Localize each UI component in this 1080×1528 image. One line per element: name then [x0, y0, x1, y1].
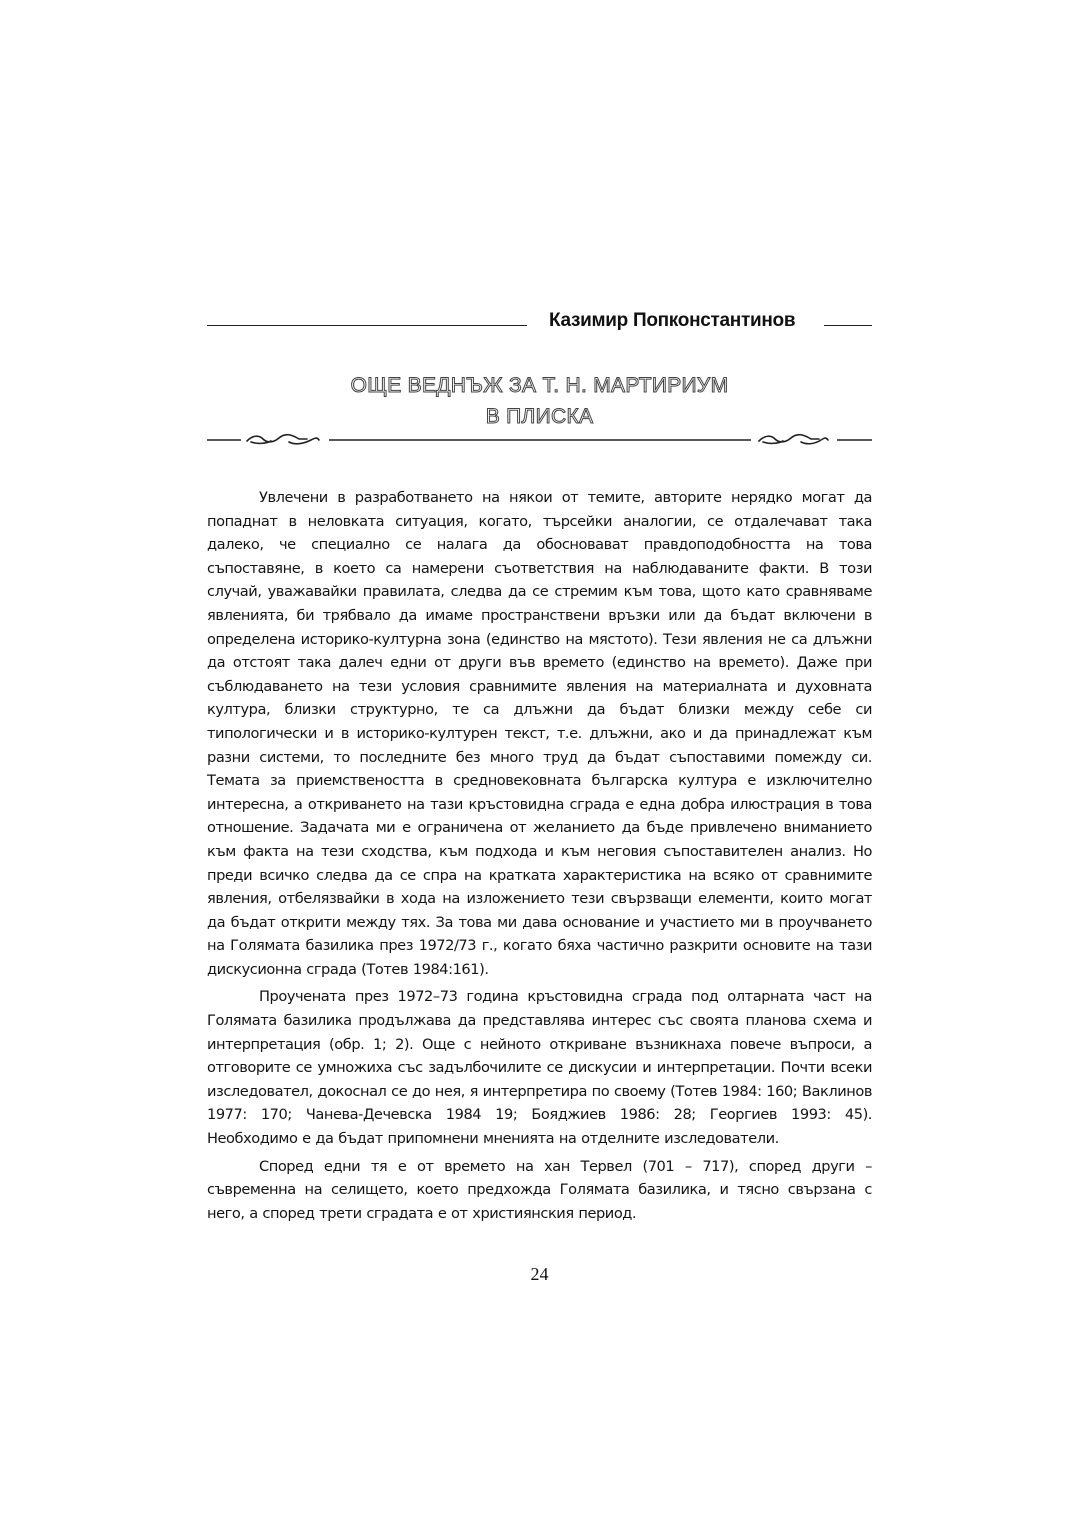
page-number: 24 [530, 1264, 549, 1284]
title-line-1: ОЩЕ ВЕДНЪЖ ЗА Т. Н. МАРТИРИУМ [350, 374, 729, 397]
paragraph-3: Според едни тя е от времето на хан Тервел (701 – 717), според други – съвременна на селището, което предхожда Голямата базилика, и тясно свързана с него, а според трети сградата е от християнския период. [207, 1157, 872, 1222]
flourish-left-icon [247, 435, 319, 444]
paragraph-2: Проучената през 1972–73 година кръстовидна сграда под олтарната част на Голямата базилика продължава да представлява интерес със своята планова схема и интерпретация (обр. 1; 2). Още с нейното откриване възникнаха повече въпроси, а отговорите се умножиха със задълбочилите се дискусии и интерпретации. Почти всеки изследовател, докоснал се до нея, я интерпретира по своему (Тотев 1984: 160; Ваклинов 1977: 170; Чанева-Дечевска 1984 19; Бояджиев 1986: 28; Георгиев 1993: 45). Необходимо е да бъдат припомнени мненията на отделните изследователи. [207, 988, 872, 1148]
running-header [207, 308, 872, 338]
paragraph-1: Увлечени в разработването на някои от темите, авторите нерядко могат да попаднат в неловката ситуация, когато, търсейки аналогии, се отдалечават така далеко, че специално се налага да обосновават правдоподобността на това съпоставяне, в което са намерени съответствия на наблюдаваните факти. В този случай, уважавайки правилата, следва да се стремим към това, щото като сравняваме явленията, би трябвало да имаме пространствени връзки или да бъдат включени в определена историко-културна зона (единство на мястото). Тези явления не са длъжни да отстоят така далеч едни от други във времето (единство на времето). Даже при съблюдаването на тези условия сравнимите явления на материалната и духовната култура, близки структурно, те са длъжни да бъдат близки между себе си типологически и в историко-културен текст, т.е. длъжни, ако и да принадлежат към разни системи, то последните без много труд да бъдат съпоставими помежду си. Темата за приемствеността в средновековната българска култура е изключително интересна, а откриването на тази кръстовидна сграда е една добра илюстрация в това отношение. Задачата ми е ограничена от желанието да бъде привлечено вниманието към факта на тези сходства, към подхода и към неговия съпоставителен анализ. Но преди всичко следва да се спра на кратката характеристика на всяко от сравнимите явления, отбелязвайки в хода на изложението тези свързващи елементи, които могат да бъдат открити между тях. За това ми дава основание и участието ми в проучването на Голямата базилика през 1972/73 г., когато бяха частично разкрити основите на тази дискусионна сграда (Тотев 1984:161). [207, 489, 872, 978]
article-title [207, 370, 872, 432]
header-rule-right [824, 325, 872, 326]
flourish-right-icon [759, 435, 828, 444]
ornamental-divider [207, 428, 872, 448]
header-rule-left [207, 325, 527, 326]
author-name: Казимир Попконстантинов [549, 310, 796, 331]
article-body [207, 486, 872, 1229]
title-line-2: В ПЛИСКА [485, 405, 594, 428]
